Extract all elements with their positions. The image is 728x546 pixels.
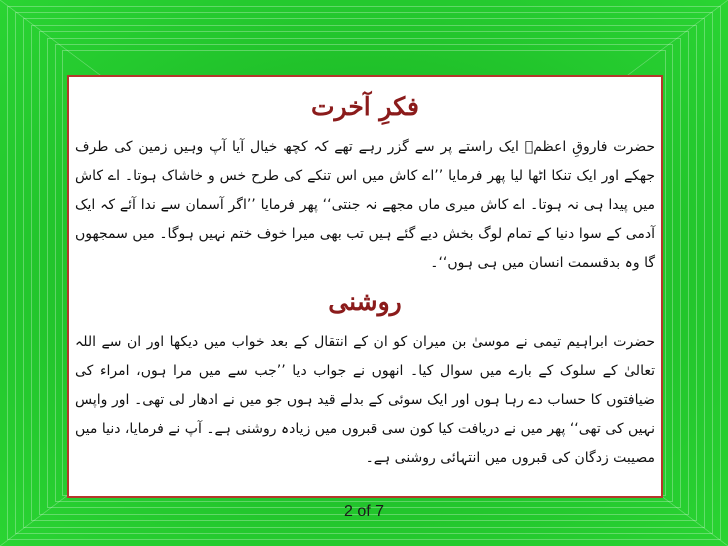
page-indicator: 2 of 7 (343, 503, 385, 520)
section-body-fikr-e-akhirat: حضرت فاروقِ اعظمؓ ایک راستے پر سے گزر رہے تھے کہ کچھ خیال آیا آپ وہیں زمین کی طرف جھکے اور ایک تنکا اٹھا لیا پھر فرمایا ’’اے کاش میں اس تنکے کی طرح خس و خاشاک ہوتا۔ اے کاش میں پیدا ہی نہ ہوتا۔ اے کاش میری ماں مجھے نہ جنتی‘‘ پھر فرمایا ’’اگر آسمان سے ندا آئے کہ ایک آدمی کے سوا دنیا کے تمام لوگ بخش دیے گئے ہیں تب بھی میرا خوف ختم نہیں ہوگا۔ میں سمجھوں گا وہ بدقسمت انسان میں ہی ہوں‘‘۔ (75, 139, 655, 271)
slide-content-panel (67, 75, 663, 498)
section-title-roshni: روشنی (328, 287, 402, 316)
section-title-fikr-e-akhirat: فکرِ آخرت (311, 92, 419, 121)
section-body-roshni: حضرت ابراہیم تیمی نے موسیٰ بن میران کو ان کے انتقال کے بعد خواب میں دیکھا اور ان سے اللہ تعالیٰ کے سلوک کے بارے میں سوال کیا۔ انھوں نے جواب دیا ’’جب سے میں مرا ہوں، امراء کی ضیافتوں کا حساب دے رہا ہوں اور ایک سوئی کے بدلے قید ہوں جو میں نے ادھار لی تھی۔ اور واپس نہیں کی تھی‘‘ پھر میں نے دریافت کیا کون سی قبروں میں زیادہ روشنی ہے۔ آپ نے فرمایا، دنیا میں مصیبت زدگان کی قبروں میں انتہائی روشنی ہے۔ (75, 334, 655, 466)
